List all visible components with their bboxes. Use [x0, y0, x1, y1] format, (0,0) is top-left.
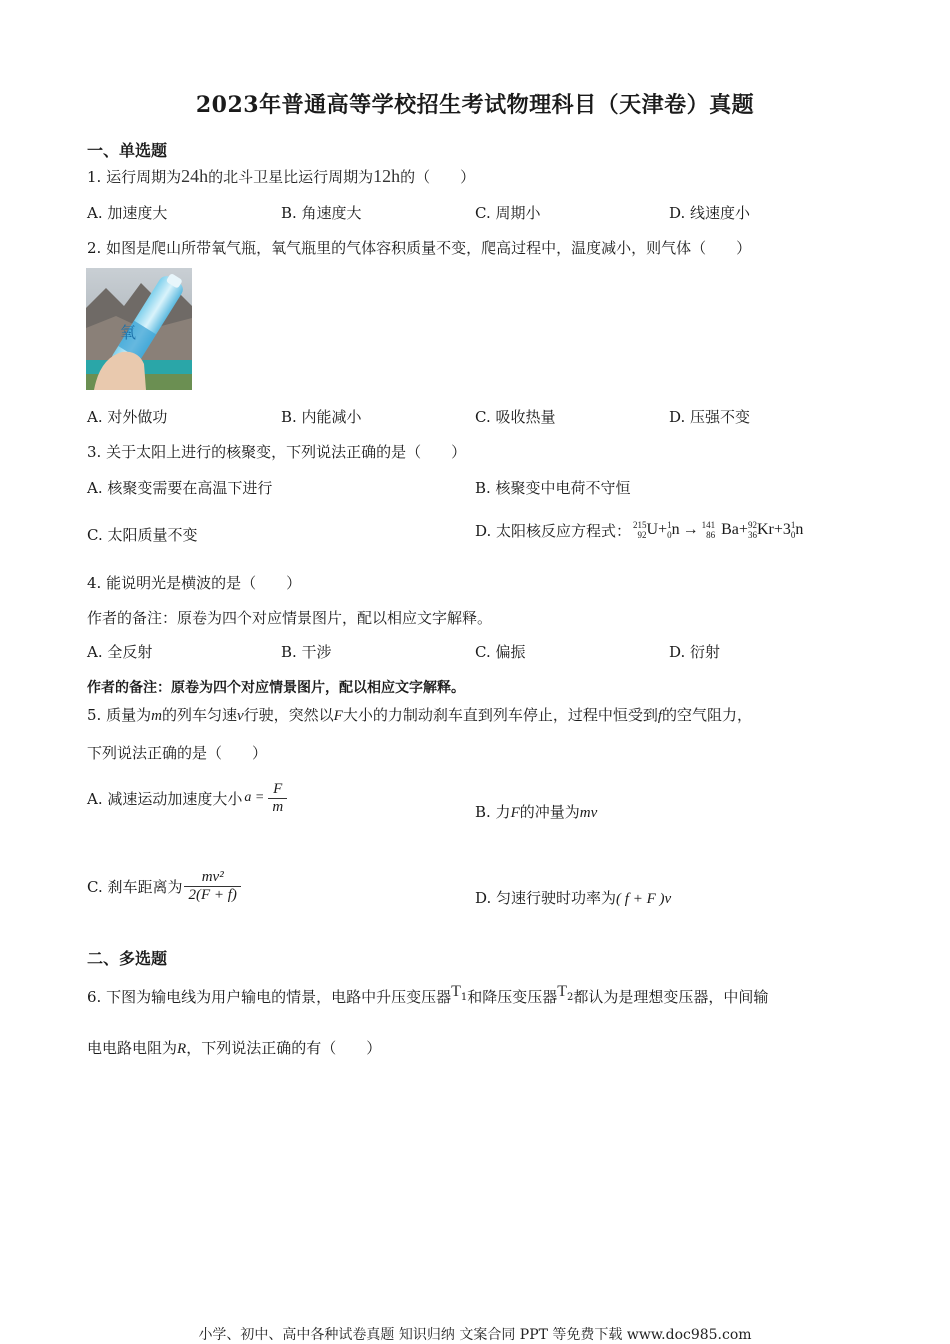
q3-option-d-text: D. 太阳核反应方程式： — [475, 521, 632, 540]
q1-option-a: A. 加速度大 — [87, 204, 168, 222]
ba-nuclide-scripts — [702, 520, 716, 540]
eq-arrow: → — [682, 521, 699, 538]
q5-option-d-expr: ( f + F )v — [616, 891, 672, 907]
q1-stem-mid: 的北斗卫星比运行周期为 — [208, 168, 374, 186]
ba-mass: 141 — [701, 520, 716, 530]
q2-stem: 2. 如图是爬山所带氧气瓶，氧气瓶里的气体容积质量不变，爬高过程中，温度减小，则气体（ ） — [87, 239, 752, 257]
page-footer: 小学、初中、高中各种试卷真题 知识归纳 文案合同 PPT 等免费下载 www.doc985.com — [198, 1327, 752, 1343]
eq-plus-3: +3 — [773, 521, 791, 538]
q1-stem-prefix: 1. 运行周期为 — [87, 168, 182, 186]
q3-option-c: C. 太阳质量不变 — [87, 526, 198, 544]
q4-note-bold: 作者的备注：原卷为四个对应情景图片，配以相应文字解释。 — [87, 680, 465, 696]
q1-period-a: 24h — [181, 166, 209, 186]
section-heading-multi: 二、多选题 — [87, 949, 168, 968]
q5-option-c — [87, 860, 241, 912]
u-symbol: U — [646, 521, 659, 538]
q5-option-c-denominator: 2(F + f) — [188, 886, 237, 903]
kr-symbol: Kr — [756, 521, 774, 538]
q5-option-c-fraction — [184, 869, 240, 904]
page-title: 2023年普通高等学校招生考试物理科目（天津卷）真题 — [195, 92, 755, 118]
q5-stem-d: 大小的力制动刹车直到列车停止，过程中恒受到 — [342, 706, 658, 724]
q3-stem: 3. 关于太阳上进行的核聚变，下列说法正确的是（ ） — [87, 443, 467, 461]
q5-option-a-numerator: F — [268, 781, 287, 799]
q5-stem-line2: 下列说法正确的是（ ） — [87, 744, 268, 762]
q6-var-R: R — [177, 1041, 187, 1057]
n1-symbol: n — [671, 521, 680, 538]
q5-stem-b: 的列车匀速 — [161, 706, 237, 724]
q6-stem-line1 — [87, 983, 769, 1007]
q5-option-c-numerator: mv² — [184, 869, 240, 887]
q1-stem — [87, 166, 475, 187]
n1-mass: 1 — [667, 520, 672, 530]
q3-option-d — [475, 512, 803, 548]
q5-stem-c: 行驶，突然以 — [243, 706, 334, 724]
n1-charge: 0 — [667, 530, 672, 540]
ba-charge: 86 — [706, 530, 716, 540]
n2-mass: 1 — [790, 520, 796, 530]
q6-T2-sub: 2 — [567, 992, 574, 1003]
q2-option-d: D. 压强不变 — [669, 408, 751, 426]
q4-option-b: B. 干涉 — [281, 643, 332, 661]
nuclear-equation — [633, 520, 803, 540]
kr-charge: 36 — [747, 530, 757, 540]
eq-plus-2: + — [738, 521, 748, 538]
q5-var-v: v — [236, 708, 244, 724]
n2-charge: 0 — [790, 530, 796, 540]
q5-option-b — [475, 801, 597, 822]
q6-stem-line2 — [87, 1037, 381, 1058]
u-nuclide-scripts — [633, 520, 647, 540]
q4-note: 作者的备注：原卷为四个对应情景图片，配以相应文字解释。 — [87, 609, 493, 627]
section-heading-single: 一、单选题 — [87, 141, 168, 160]
q5-option-a-denominator: m — [272, 798, 284, 815]
q5-option-a-text: A. 减速运动加速度大小 — [87, 789, 243, 808]
q2-option-b: B. 内能减小 — [281, 408, 362, 426]
u-charge: 92 — [637, 530, 647, 540]
q5-option-a — [87, 774, 287, 822]
q6-stem-b: 和降压变压器 — [467, 988, 558, 1006]
q5-stem-line1 — [87, 704, 752, 725]
q4-option-c: C. 偏振 — [475, 643, 526, 661]
u-mass: 215 — [633, 520, 647, 530]
q2-option-c: C. 吸收热量 — [475, 408, 556, 426]
q4-stem: 4. 能说明光是横波的是（ ） — [87, 574, 302, 592]
q2-option-a: A. 对外做功 — [87, 408, 168, 426]
q5-option-d — [475, 887, 671, 908]
q4-option-a: A. 全反射 — [87, 643, 153, 661]
kr-nuclide-scripts — [748, 520, 757, 540]
q5-stem-e: 的空气阻力， — [662, 706, 753, 724]
q1-option-b: B. 角速度大 — [281, 204, 362, 222]
q5-option-b-mv: mv — [579, 805, 598, 821]
ba-symbol: Ba — [721, 521, 739, 538]
oxygen-bottle-illustration — [86, 268, 192, 390]
q5-option-a-lhs: a = — [244, 790, 265, 805]
q5-option-a-fraction — [268, 781, 287, 816]
q6-stem-e: ，下列说法正确的有（ ） — [186, 1039, 382, 1057]
q5-stem-a: 5. 质量为 — [87, 706, 152, 724]
q5-option-c-text: C. 刹车距离为 — [87, 877, 183, 896]
n2-symbol: n — [795, 521, 804, 538]
q1-period-b: 12h — [373, 166, 401, 186]
q3-option-b: B. 核聚变中电荷不守恒 — [475, 479, 631, 497]
q5-option-b-F: F — [510, 805, 520, 821]
kr-mass: 92 — [747, 520, 757, 530]
q5-var-m: m — [151, 708, 162, 724]
bottle-label: 氧 — [120, 323, 137, 342]
q5-var-F: F — [333, 708, 343, 724]
q6-T2: T — [557, 983, 568, 1000]
q6-stem-d: 电电路电阻为 — [87, 1039, 178, 1057]
q6-T1-sub: 1 — [460, 992, 468, 1003]
q5-option-b-text: B. 力 — [475, 803, 511, 821]
q5-var-f: f — [657, 708, 662, 724]
q1-option-c: C. 周期小 — [475, 204, 541, 222]
q4-option-d: D. 衍射 — [669, 643, 721, 661]
oxygen-bottle-photo — [86, 268, 192, 390]
eq-plus-1: + — [658, 521, 668, 538]
q6-stem-a: 6. 下图为输电线为用户输电的情景，电路中升压变压器 — [87, 988, 452, 1006]
q6-T1: T — [451, 983, 461, 1000]
q5-option-b-mid: 的冲量为 — [519, 803, 580, 821]
q6-stem-c: 都认为是理想变压器，中间输 — [573, 988, 769, 1006]
q1-stem-suffix: 的（ ） — [400, 168, 476, 186]
q5-option-d-text: D. 匀速行驶时功率为 — [475, 889, 617, 907]
q3-option-a: A. 核聚变需要在高温下进行 — [87, 479, 273, 497]
q1-option-d: D. 线速度小 — [669, 204, 751, 222]
